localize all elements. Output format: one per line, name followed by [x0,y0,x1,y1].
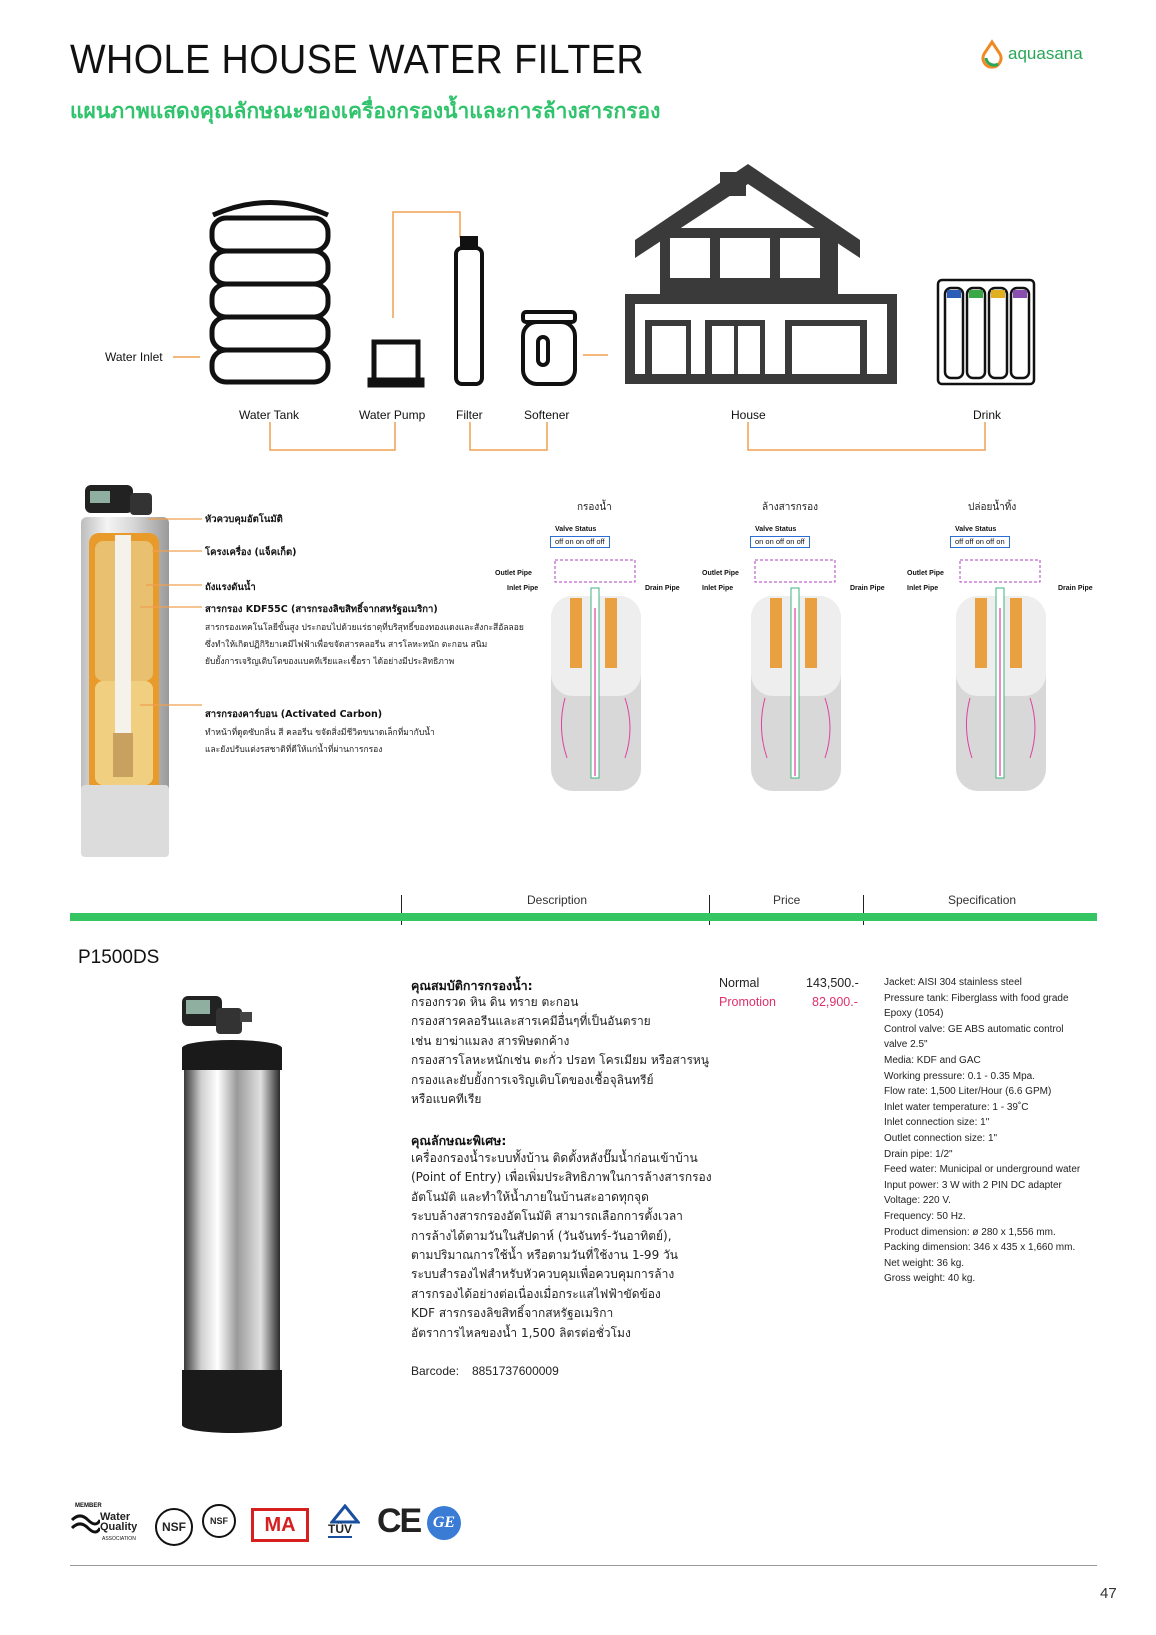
water-tank-icon [212,203,328,383]
water-inlet-label: Water Inlet [105,350,163,364]
feature-item: กรองสารโลหะหนักเช่น ตะกั่ว ปรอท โครเมียม หรือสารหนู [411,1053,710,1068]
product-model: P1500DS [78,947,160,968]
callout-carbon-line: ทำหน้าที่ดูดซับกลิ่น สี คลอรีน ขจัดสิ่งมีชีวิตขนาดเล็กที่มากับน้ำ [205,728,435,738]
mode-tank-diagram [545,548,650,793]
cutaway-leader-lines [140,505,205,725]
special-item: สารกรองได้อย่างต่อเนื่องเมื่อกระแสไฟฟ้าขัดข้อง [411,1286,661,1301]
spec-item: Drain pipe: 1/2" [884,1148,953,1160]
spec-item: Pressure tank: Fiberglass with food grade [884,992,1069,1004]
product-image [180,990,285,1440]
mode-title: กรองน้ำ [577,502,612,513]
flow-label-house: House [731,408,766,422]
nsf-logo: NSF [155,1508,193,1546]
feature-item: กรองกรวด หิน ดิน ทราย ตะกอน [411,995,579,1009]
callout-jacket: โครงเครื่อง (แจ็คเก็ต) [205,547,297,558]
feature-item: กรองและยับยั้งการเจริญเติบโตของเชื้อจุลินทรีย์ [411,1072,654,1087]
valve-status-value: off off on off on [950,536,1010,548]
spec-item: Epoxy (1054) [884,1008,944,1020]
special-item: ตามปริมาณการใช้น้ำ หรือตามวันที่ใช้งาน 1-99 วัน [411,1248,678,1263]
spec-item: Working pressure: 0.1 - 0.35 Mpa. [884,1070,1035,1082]
spec-item: Inlet connection size: 1" [884,1117,990,1129]
valve-status-value: off on on off off [550,536,610,548]
spec-item: Frequency: 50 Hz. [884,1210,966,1222]
valve-status-label: Valve Status [755,526,797,533]
spec-item: Voltage: 220 V. [884,1195,951,1207]
ge-logo: GE [427,1506,461,1540]
drain-pipe-label: Drain Pipe [1058,585,1093,592]
special-item: อัตราการไหลของน้ำ 1,500 ลิตรต่อชั่วโมง [411,1325,631,1340]
special-item: ระบบล้างสารกรองอัตโนมัติ สามารถเลือกการตั้งเวลา [411,1209,683,1224]
special-list [411,1149,712,1343]
price-normal-label: Normal [719,976,760,990]
wqa-member-text: MEMBER [75,1503,102,1509]
mode-panel-backwash [690,500,890,795]
drain-pipe-label: Drain Pipe [645,585,680,592]
special-item: (Point of Entry) เพื่อเพิ่มประสิทธิภาพในการล้างสารกรอง [411,1170,712,1185]
wqa-wave-icon [70,1512,100,1540]
column-header-description: Description [527,893,588,907]
special-title: คุณลักษณะพิเศษ: [411,1133,507,1148]
ce-logo: CE [377,1502,421,1540]
tuv-logo: TÜV [328,1522,352,1536]
drain-pipe-label: Drain Pipe [850,585,885,592]
wqa-association: ASSOCIATION [102,1536,136,1542]
feature-item: เช่น ยาฆ่าแมลง สารพิษตกค้าง [411,1033,570,1048]
feature-item: กรองสารคลอรีนและสารเคมีอื่นๆที่เป็นอันตราย [411,1014,651,1029]
spec-item: Flow rate: 1,500 Liter/Hour (6.6 GPM) [884,1086,1052,1098]
footer-divider [70,1565,1097,1566]
special-item: KDF สารกรองลิขสิทธิ์จากสหรัฐอเมริกา [411,1306,614,1321]
flow-label-filter: Filter [456,408,483,422]
special-item: การล้างได้ตามวันในสัปดาห์ (วันจันทร์-วันอาทิตย์), [411,1228,672,1243]
page-subtitle: แผนภาพแสดงคุณลักษณะของเครื่องกรองน้ำและการล้างสารกรอง [70,99,661,123]
nsf-seal-logo: NSF [202,1504,236,1538]
mode-tank-diagram [950,548,1055,793]
spec-item: Jacket: AISI 304 stainless steel [884,977,1022,988]
flow-label-drink: Drink [973,408,1002,422]
callout-kdf-title: สารกรอง KDF55C (สารกรองลิขสิทธิ์จากสหรัฐอเมริกา) [205,604,438,615]
column-header-specification: Specification [948,893,1017,907]
callout-carbon-title: สารกรองคาร์บอน (Activated Carbon) [205,709,383,720]
filter-icon [456,238,482,384]
spec-item: Media: KDF and GAC [884,1054,981,1066]
barcode-value: 8851737600009 [472,1364,559,1378]
features-title: คุณสมบัติการกรองน้ำ: [411,978,533,993]
mode-panel-drain [890,500,1093,795]
softener-icon [523,312,575,384]
mode-tank-diagram [745,548,850,793]
price-normal-value: 143,500.- [806,976,859,990]
price-promotion-label: Promotion [719,995,776,1009]
special-item: อัตโนมัติ และทำให้น้ำภายในบ้านสะอาดทุกจุด [411,1189,649,1204]
column-header-price: Price [773,893,801,907]
flow-label-water-pump: Water Pump [359,408,426,422]
spec-item: Gross weight: 40 kg. [884,1273,976,1285]
page-number: 47 [1100,1585,1117,1602]
mode-title: ล้างสารกรอง [762,502,819,513]
valve-status-value: on on off on off [750,536,810,548]
price-promotion-value: 82,900.- [812,995,858,1009]
table-header-bar [70,913,1097,921]
water-pump-icon [370,342,422,385]
inlet-pipe-label: Inlet Pipe [907,585,939,592]
features-list [411,993,709,1109]
flow-label-softener: Softener [524,408,570,422]
page-title: WHOLE HOUSE WATER FILTER [70,36,645,82]
outlet-pipe-label: Outlet Pipe [495,570,532,577]
callout-kdf-line: สารกรองเทคโนโลยีขั้นสูง ประกอบไปด้วยแร่ธาตุที่บริสุทธิ์ของทองแดงและสังกะสีอัลลอย [205,623,524,633]
spec-item: Control valve: GE ABS automatic control [884,1023,1064,1035]
spec-item: Outlet connection size: 1" [884,1132,998,1144]
spec-item: Packing dimension: 346 x 435 x 1,660 mm. [884,1242,1076,1254]
spec-item: Product dimension: ø 280 x 1,556 mm. [884,1226,1056,1238]
callout-pressure-tank: ถังแรงดันน้ำ [205,582,256,593]
valve-status-label: Valve Status [955,526,997,533]
callout-kdf-line: ซึ่งทำให้เกิดปฏิกิริยาเคมีไฟฟ้าเพื่อขจัดสารคลอรีน สารโลหะหนัก ตะกอน สนิม [205,640,488,650]
feature-item: หรือแบคทีเรีย [411,1092,482,1107]
barcode-label: Barcode: [411,1364,460,1378]
flow-label-water-tank: Water Tank [239,408,300,422]
spec-item: Inlet water temperature: 1 - 39˚C [884,1101,1029,1113]
special-item: เครื่องกรองน้ำระบบทั้งบ้าน ติดตั้งหลังปั๊มน้ำก่อนเข้าบ้าน [411,1151,698,1165]
special-item: ระบบสำรองไฟสำหรับหัวควบคุมเพื่อควบคุมการล้าง [411,1267,675,1282]
spec-item: valve 2.5" [884,1039,928,1051]
certification-logos [70,1500,470,1550]
callout-kdf-line: ยับยั้งการเจริญเติบโตของแบคทีเรียและเชื้อรา ได้อย่างมีประสิทธิภาพ [205,657,455,667]
spec-item: Net weight: 36 kg. [884,1257,965,1269]
outlet-pipe-label: Outlet Pipe [907,570,944,577]
valve-status-label: Valve Status [555,526,597,533]
spec-list [884,975,1080,1287]
tuv-triangle-icon [330,1504,360,1524]
callout-control-head: หัวควบคุมอัตโนมัติ [205,514,283,525]
wqa-name: Water Quality [100,1511,138,1533]
inlet-pipe-label: Inlet Pipe [702,585,734,592]
drink-ro-icon [938,280,1034,384]
inlet-pipe-label: Inlet Pipe [507,585,539,592]
spec-item: Feed water: Municipal or underground water [884,1164,1081,1176]
mode-title: ปล่อยน้ำทิ้ง [968,502,1017,513]
outlet-pipe-label: Outlet Pipe [702,570,739,577]
ma-logo: MA [251,1508,309,1542]
brand-name: aquasana [1008,44,1083,63]
mode-panel-filter [495,500,695,795]
callout-carbon-line: และยังปรับแต่งรสชาติที่ดีให้แก่น้ำที่ผ่านการกรอง [205,745,383,755]
spec-item: Input power: 3 W with 2 PIN DC adapter [884,1179,1062,1191]
